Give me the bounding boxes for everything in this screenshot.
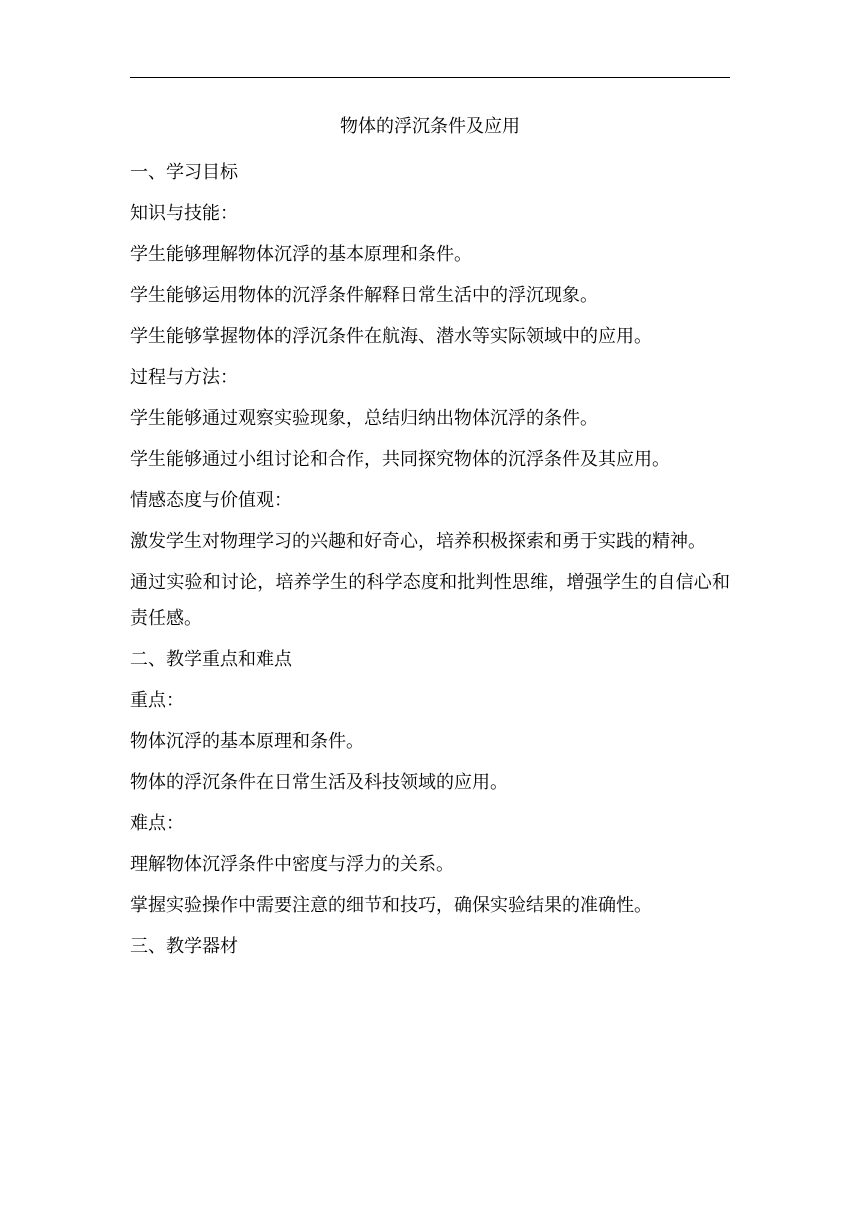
paragraph: 掌握实验操作中需要注意的细节和技巧，确保实验结果的准确性。 [130,895,652,916]
section-heading-key-difficult: 二、教学重点和难点 [130,649,292,670]
paragraph: 理解物体沉浮条件中密度与浮力的关系。 [130,854,454,875]
paragraph: 学生能够运用物体的沉浮条件解释日常生活中的浮沉现象。 [130,285,598,306]
section-heading-equipment: 三、教学器材 [130,936,238,957]
paragraph: 学生能够掌握物体的浮沉条件在航海、潜水等实际领域中的应用。 [130,326,652,347]
paragraph: 通过实验和讨论，培养学生的科学态度和批判性思维，增强学生的自信心和责任感。 [130,572,730,629]
header-rule [130,77,730,78]
subheading-key-points: 重点： [130,690,184,711]
subheading-difficult-points: 难点： [130,813,184,834]
document-body [130,158,730,973]
document-title: 物体的浮沉条件及应用 [340,116,520,137]
paragraph: 学生能够理解物体沉浮的基本原理和条件。 [130,244,472,265]
subheading-knowledge-skills: 知识与技能： [130,203,238,224]
paragraph: 学生能够通过小组讨论和合作，共同探究物体的沉浮条件及其应用。 [130,449,670,470]
section-heading-objectives: 一、学习目标 [130,162,238,183]
subheading-attitude-values: 情感态度与价值观： [130,490,292,511]
paragraph: 物体沉浮的基本原理和条件。 [130,731,364,752]
paragraph: 学生能够通过观察实验现象，总结归纳出物体沉浮的条件。 [130,408,598,429]
subheading-process-method: 过程与方法： [130,367,238,388]
paragraph: 激发学生对物理学习的兴趣和好奇心，培养积极探索和勇于实践的精神。 [130,531,706,552]
paragraph: 物体的浮沉条件在日常生活及科技领域的应用。 [130,772,508,793]
